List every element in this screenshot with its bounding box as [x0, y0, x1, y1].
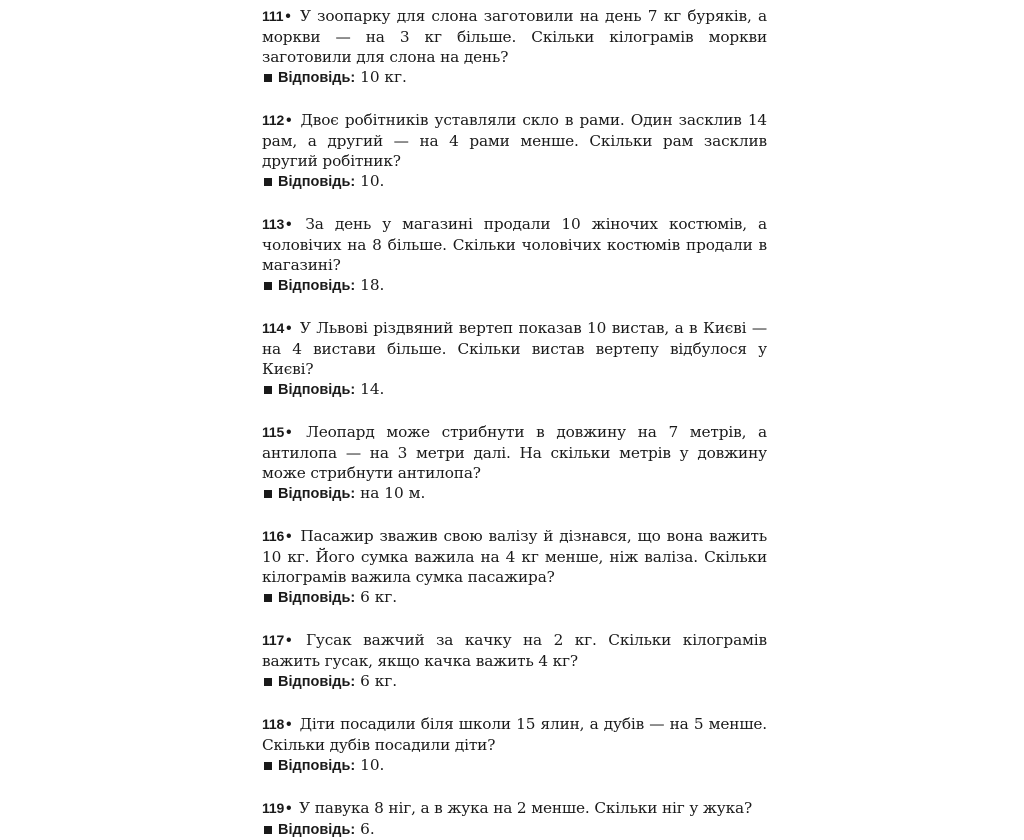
- problem-number: 118: [262, 716, 285, 732]
- problem-answer: [262, 171, 767, 192]
- problem-text: Леопард може стрибнути в довжину на 7 метрів, а антилопа — на 3 метри далі. На скільки метрів у довжину може стрибнути антилопа?: [262, 423, 767, 482]
- problem-question: [262, 630, 767, 671]
- answer-value: 6 кг.: [360, 588, 398, 606]
- answer-label: Відповідь:: [278, 674, 356, 690]
- problem-117: [262, 630, 767, 692]
- problem-question: [262, 714, 767, 755]
- square-bullet-icon: [264, 594, 272, 602]
- square-bullet-icon: [264, 826, 272, 834]
- square-bullet-icon: [264, 762, 272, 770]
- bullet-icon: •: [286, 112, 292, 129]
- problem-question: [262, 6, 767, 67]
- bullet-icon: •: [286, 632, 292, 649]
- problem-text: Пасажир зважив свою валізу й дізнався, що вона важить 10 кг. Його сумка важила на 4 кг менше, ніж валіза. Скільки кілограмів важила сумка пасажира?: [262, 527, 768, 586]
- problem-114: [262, 318, 767, 400]
- answer-value: 6 кг.: [360, 672, 398, 690]
- answer-value: 18.: [360, 276, 385, 294]
- problem-answer: [262, 819, 767, 840]
- problem-text: Двоє робітників уставляли скло в рами. Один засклив 14 рам, а другий — на 4 рами менше. Скільки рам засклив другий робітник?: [262, 111, 768, 170]
- problem-answer: [262, 379, 767, 400]
- square-bullet-icon: [264, 74, 272, 82]
- problem-119: [262, 798, 767, 840]
- problem-question: [262, 798, 767, 819]
- bullet-icon: •: [286, 800, 292, 817]
- square-bullet-icon: [264, 386, 272, 394]
- problem-text: За день у магазині продали 10 жіночих костюмів, а чоловічих на 8 більше. Скільки чоловічих костюмів продали в магазині?: [262, 215, 767, 274]
- problem-list: [262, 6, 767, 840]
- answer-label: Відповідь:: [278, 382, 356, 398]
- square-bullet-icon: [264, 178, 272, 186]
- problem-answer: [262, 755, 767, 776]
- bullet-icon: •: [286, 528, 292, 545]
- problem-113: [262, 214, 767, 296]
- answer-label: Відповідь:: [278, 822, 356, 838]
- answer-value: на 10 м.: [360, 484, 426, 502]
- answer-value: 10.: [360, 756, 385, 774]
- bullet-icon: •: [286, 424, 292, 441]
- problem-question: [262, 214, 767, 275]
- problem-number: 111: [262, 8, 284, 24]
- answer-label: Відповідь:: [278, 278, 356, 294]
- problem-text: У зоопарку для слона заготовили на день 7 кг буряків, а моркви — на 3 кг більше. Скільки кілограмів моркви заготовили для слона на день?: [262, 7, 767, 66]
- answer-value: 6.: [360, 820, 375, 838]
- problem-answer: [262, 587, 767, 608]
- square-bullet-icon: [264, 490, 272, 498]
- bullet-icon: •: [286, 716, 292, 733]
- problem-question: [262, 526, 767, 587]
- problem-answer: [262, 671, 767, 692]
- answer-label: Відповідь:: [278, 174, 356, 190]
- problem-answer: [262, 483, 767, 504]
- answer-value: 10 кг.: [360, 68, 407, 86]
- bullet-icon: •: [286, 320, 292, 337]
- problem-112: [262, 110, 767, 192]
- problem-111: [262, 6, 767, 88]
- problem-answer: [262, 275, 767, 296]
- bullet-icon: •: [285, 8, 291, 25]
- problem-question: [262, 422, 767, 483]
- answer-label: Відповідь:: [278, 70, 356, 86]
- problem-text: Гусак важчий за качку на 2 кг. Скільки кілограмів важить гусак, якщо качка важить 4 кг?: [262, 631, 767, 670]
- problem-text: У Львові різдвяний вертеп показав 10 вистав, а в Києві — на 4 вистави більше. Скільки вистав вертепу відбулося у Києві?: [262, 319, 767, 378]
- problem-number: 115: [262, 424, 285, 440]
- answer-label: Відповідь:: [278, 758, 356, 774]
- problem-question: [262, 318, 767, 379]
- answer-label: Відповідь:: [278, 486, 356, 502]
- answer-label: Відповідь:: [278, 590, 356, 606]
- problem-text: У павука 8 ніг, а в жука на 2 менше. Скільки ніг у жука?: [299, 799, 753, 817]
- problem-number: 117: [262, 632, 285, 648]
- problem-question: [262, 110, 767, 171]
- problem-answer: [262, 67, 767, 88]
- problem-116: [262, 526, 767, 608]
- problem-115: [262, 422, 767, 504]
- problem-number: 119: [262, 800, 285, 816]
- square-bullet-icon: [264, 282, 272, 290]
- bullet-icon: •: [286, 216, 292, 233]
- problem-text: Діти посадили біля школи 15 ялин, а дубів — на 5 менше. Скільки дубів посадили діти?: [262, 715, 768, 754]
- answer-value: 10.: [360, 172, 385, 190]
- problem-number: 112: [262, 112, 285, 128]
- problem-number: 116: [262, 528, 285, 544]
- problem-number: 113: [262, 216, 285, 232]
- answer-value: 14.: [360, 380, 385, 398]
- problem-118: [262, 714, 767, 776]
- square-bullet-icon: [264, 678, 272, 686]
- problem-number: 114: [262, 320, 285, 336]
